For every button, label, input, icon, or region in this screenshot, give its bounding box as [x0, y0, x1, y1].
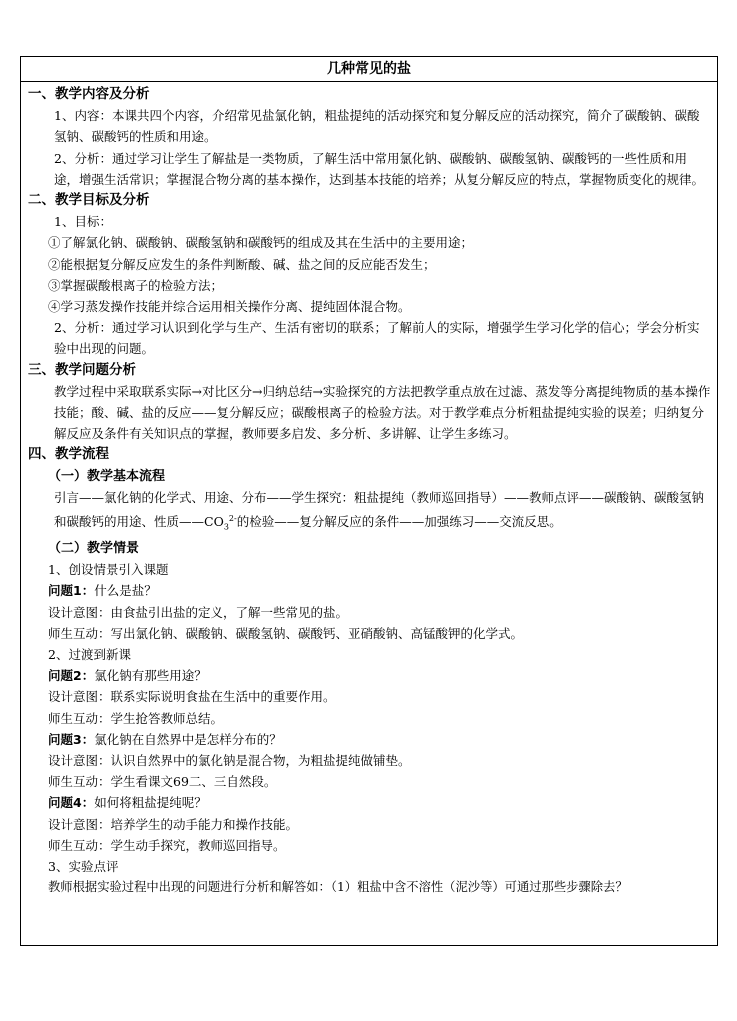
section-heading-1: 一、教学内容及分析 [28, 86, 150, 102]
question-4-text: 如何将粗盐提纯呢？ [94, 795, 207, 811]
question-3-label: 问题3： [48, 731, 95, 747]
question-3-interaction: 师生互动：学生看课文69二、三自然段。 [48, 774, 277, 790]
goal-label: 1、目标： [54, 214, 112, 230]
section-heading-3: 三、教学问题分析 [28, 361, 136, 378]
question-2-interaction: 师生互动：学生抢答教师总结。 [48, 710, 224, 726]
subsection-heading-1: （一）教学基本流程 [48, 468, 166, 484]
paragraph-goal-analysis: 2、分析：通过学习认识到化学与生产、生活有密切的联系；了解前人的实际，增强学生学习化学的信心；学会分析实验中出现的问题。 [54, 320, 700, 357]
step-2: 2、过渡到新课 [48, 646, 131, 662]
paragraph-analysis: 2、分析：通过学习让学生了解盐是一类物质，了解生活中常用氯化钠、碳酸钠、碳酸氢钠、碳酸钙的一些性质和用途，增强生活常识；掌握混合物分离的基本操作，达到基本技能的培养；从复分解反应的特点，掌握物质变化的规律。 [54, 150, 705, 187]
question-4-interaction: 师生互动：学生动手探究，教师巡回指导。 [48, 837, 286, 853]
goal-item-1: ①了解氯化钠、碳酸钠、碳酸氢钠和碳酸钙的组成及其在生活中的主要用途； [48, 235, 474, 251]
document-body [21, 82, 717, 898]
step-3: 3、实验点评 [48, 858, 119, 874]
question-3 [28, 729, 711, 750]
question-1 [28, 580, 711, 601]
experiment-comment: 教师根据实验过程中出现的问题进行分析和解答如：（1）粗盐中含不溶性（泥沙等）可通过那些步骤除去？ [48, 880, 628, 895]
question-2-text: 氯化钠有那些用途？ [94, 668, 207, 684]
question-4-label: 问题4： [48, 795, 95, 811]
paragraph-flow [28, 487, 711, 538]
question-4-design: 设计意图：培养学生的动手能力和操作技能。 [48, 816, 299, 832]
flow-text-a: 引言——氯化钠的化学式、用途、分布——学生探究：粗盐提纯（教师巡回指导）——教师点评——碳酸钠、碳酸氢钠和碳酸钙的用途、性质——CO [54, 489, 705, 530]
document-title: 几种常见的盐 [21, 57, 717, 82]
section-heading-2: 二、教学目标及分析 [28, 192, 150, 209]
step-1: 1、创设情景引入课题 [48, 562, 169, 578]
flow-subscript: 3 [223, 522, 229, 532]
subsection-heading-2: （二）教学情景 [48, 540, 140, 556]
goal-item-4: ④学习蒸发操作技能并综合运用相关操作分离、提纯固体混合物。 [48, 299, 411, 315]
document-table [20, 56, 718, 946]
question-3-text: 氯化钠在自然界中是怎样分布的？ [94, 731, 282, 747]
question-2 [28, 665, 711, 686]
question-1-label: 问题1： [48, 583, 95, 599]
paragraph-problem-analysis: 教学过程中采取联系实际→对比区分→归纳总结→实验探究的方法把教学重点放在过滤、蒸发等分离提纯物质的基本操作技能；酸、碱、盐的反应——复分解反应；碳酸根离子的检验方法。对于教学难点分析粗盐提纯实验的误差；归纳复分解反应及条件有关知识点的掌握，教师要多启发、多分析、多讲解、让学生多练习。 [54, 383, 711, 442]
question-1-text: 什么是盐？ [94, 583, 157, 599]
flow-text-b: 的检验——复分解反应的条件——加强练习——交流反思。 [236, 514, 562, 530]
question-1-interaction: 师生互动：写出氯化钠、碳酸钠、碳酸氢钠、碳酸钙、亚硝酸钠、高锰酸钾的化学式。 [48, 625, 524, 641]
question-1-design: 设计意图：由食盐引出盐的定义，了解一些常见的盐。 [48, 604, 349, 620]
question-2-label: 问题2： [48, 668, 95, 684]
section-heading-4: 四、教学流程 [28, 446, 109, 463]
goal-item-3: ③掌握碳酸根离子的检验方法； [48, 277, 224, 293]
goal-item-2: ②能根据复分解反应发生的条件判断酸、碱、盐之间的反应能否发生； [48, 256, 436, 272]
question-3-design: 设计意图：认识自然界中的氯化钠是混合物，为粗盐提纯做铺垫。 [48, 752, 411, 768]
question-2-design: 设计意图：联系实际说明食盐在生活中的重要作用。 [48, 689, 336, 705]
question-4 [28, 792, 711, 813]
flow-superscript: 2- [228, 514, 237, 524]
paragraph-content: 1、内容：本课共四个内容，介绍常见盐氯化钠，粗盐提纯的活动探究和复分解反应的活动探究，简介了碳酸钠、碳酸氢钠、碳酸钙的性质和用途。 [54, 108, 700, 145]
